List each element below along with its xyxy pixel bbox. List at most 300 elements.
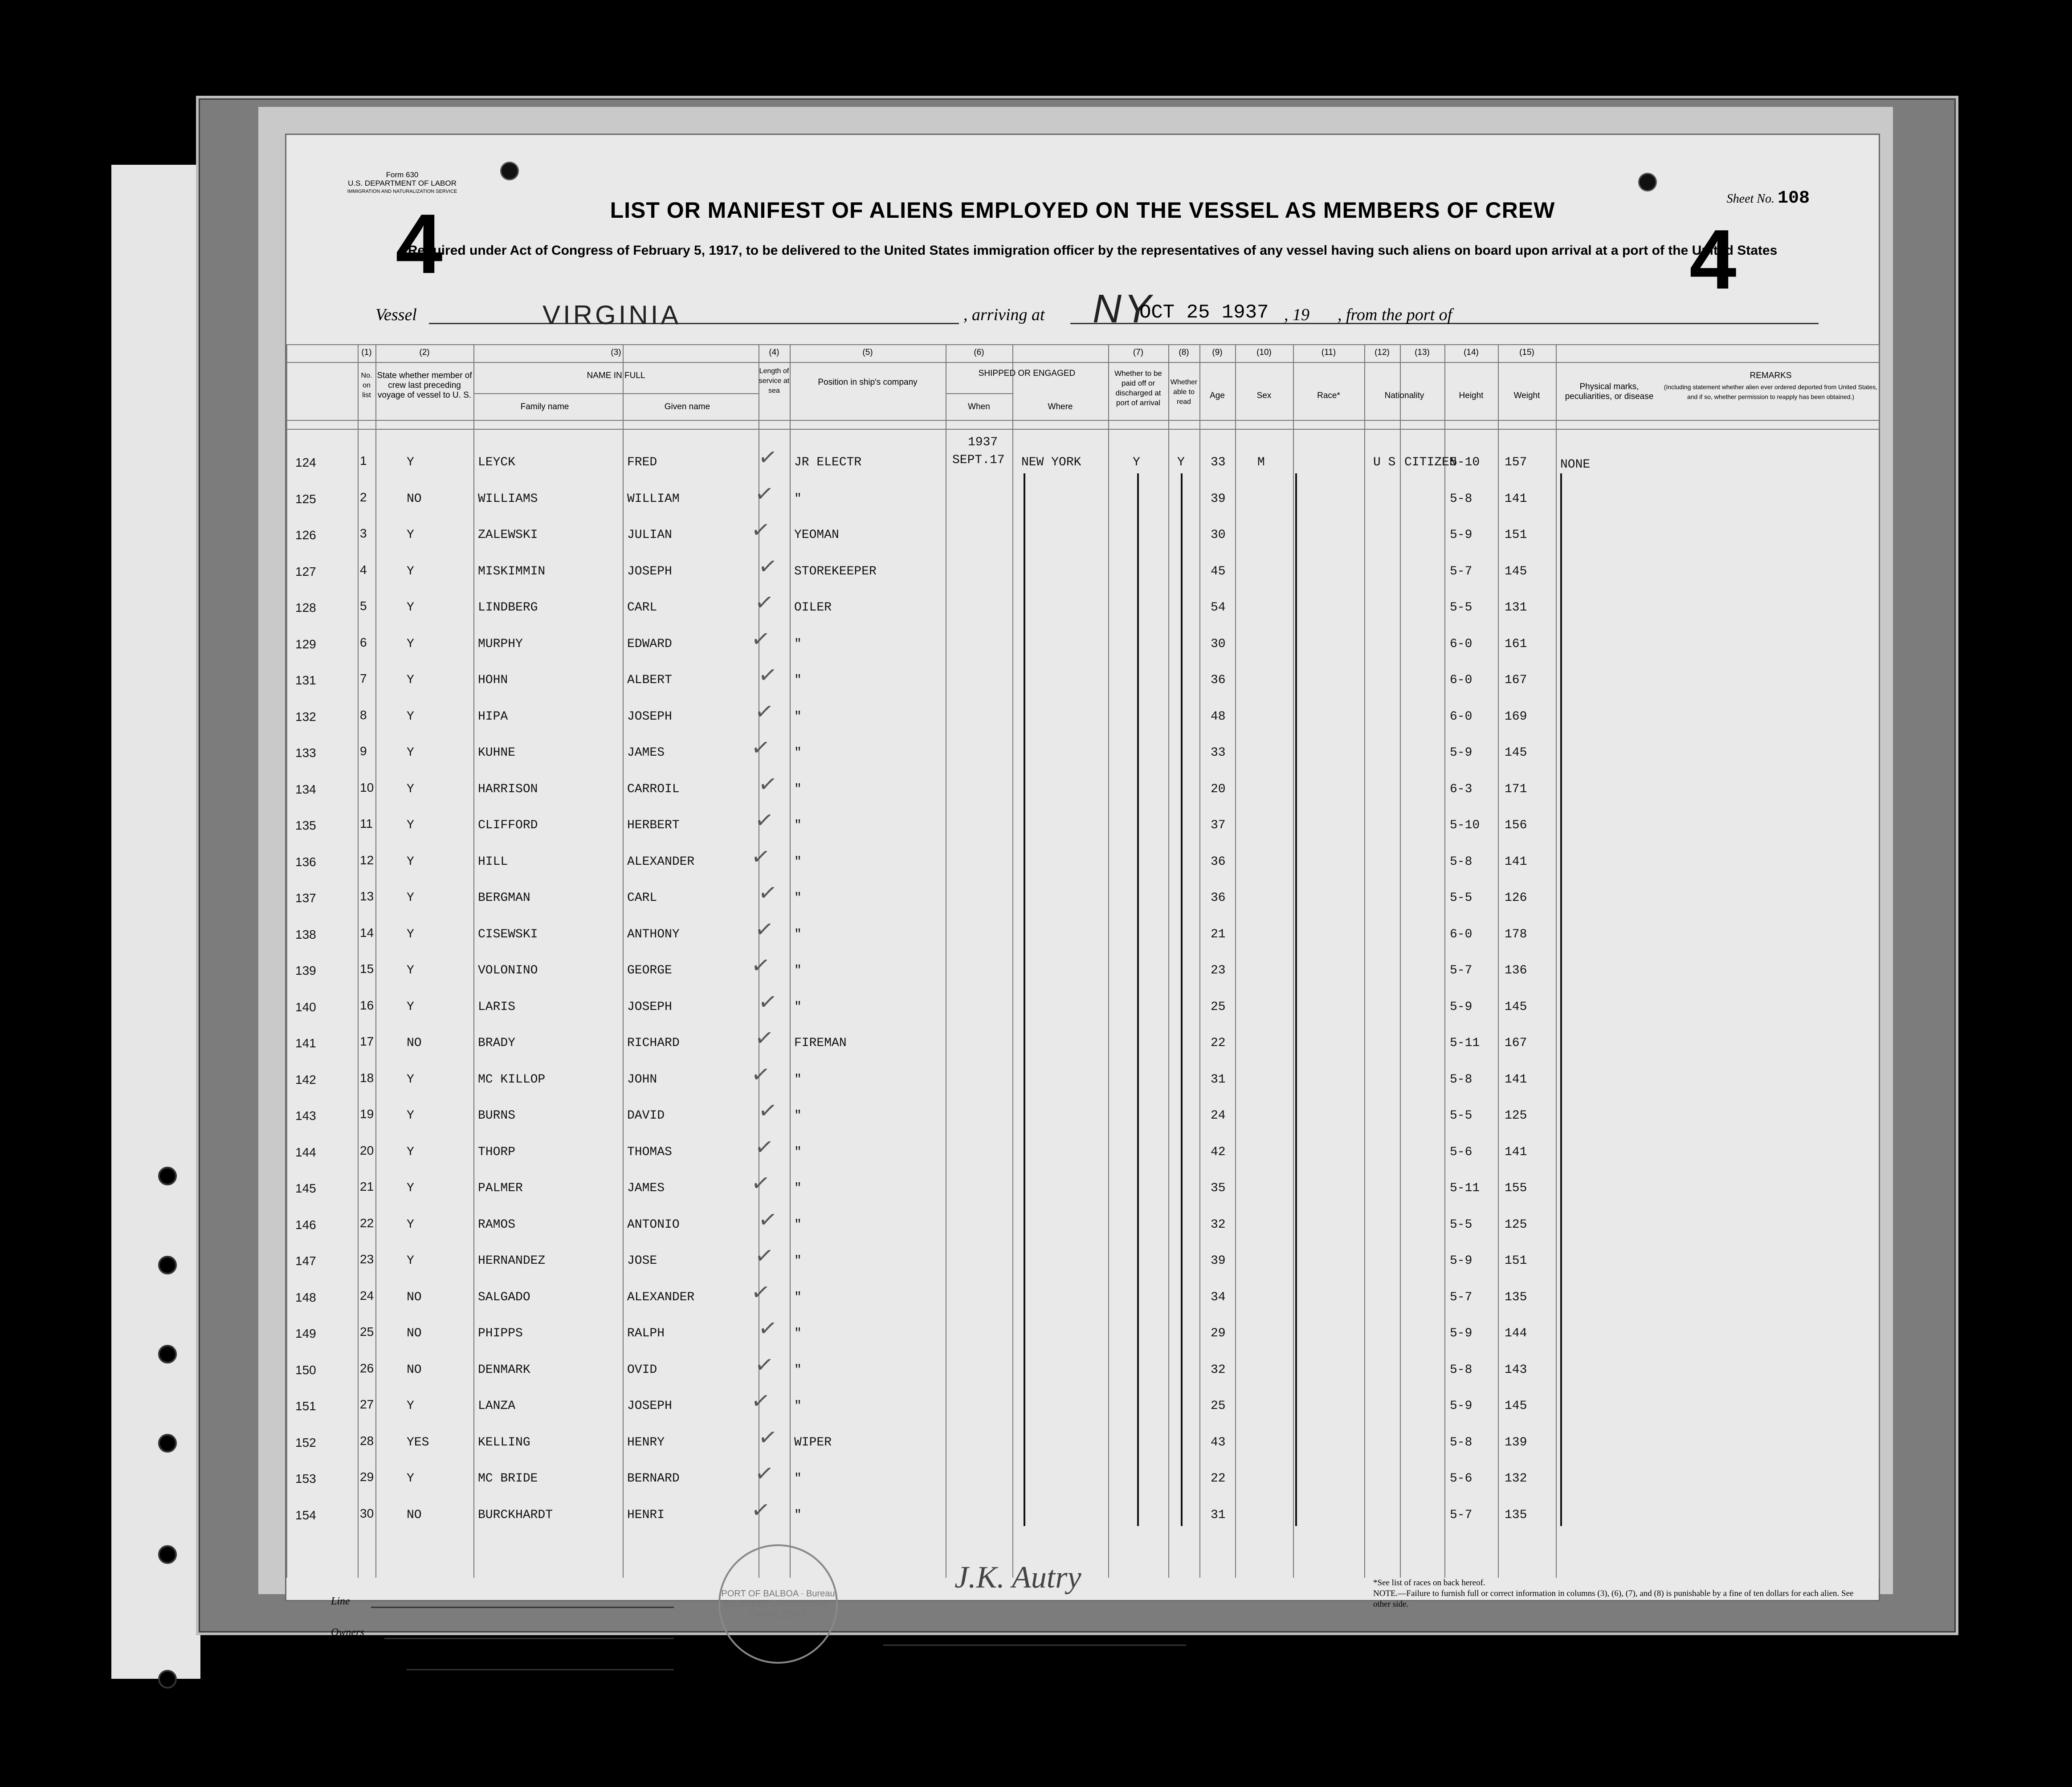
weight: 151 <box>1505 528 1527 542</box>
age: 30 <box>1211 637 1226 651</box>
height: 5-7 <box>1450 964 1472 977</box>
family-name: MC KILLOP <box>478 1072 546 1087</box>
list-number: 15 <box>360 962 374 976</box>
sheet-no-value: 108 <box>1777 188 1810 208</box>
given-name: JOSEPH <box>627 1399 672 1413</box>
family-name: LINDBERG <box>478 601 538 615</box>
age: 36 <box>1211 855 1226 869</box>
weight: 132 <box>1505 1472 1527 1486</box>
ledger-number: 135 <box>295 818 316 832</box>
sheet-number-left: 4 <box>396 197 443 291</box>
position: " <box>794 673 802 687</box>
crew-state: Y <box>407 637 414 651</box>
crew-state: Y <box>407 891 414 905</box>
age: 42 <box>1211 1145 1226 1159</box>
table-row <box>286 1209 1879 1246</box>
from-port-label: , from the port of <box>1338 305 1452 324</box>
given-name: ALEXANDER <box>627 1290 695 1304</box>
header-family-name: Family name <box>520 402 569 411</box>
crew-state: Y <box>407 1109 414 1123</box>
age: 21 <box>1211 927 1226 941</box>
weight: 141 <box>1505 492 1527 506</box>
height: 5-8 <box>1450 855 1472 869</box>
family-name: PHIPPS <box>478 1327 523 1340</box>
header-no-on-list: No. on list <box>361 372 372 399</box>
given-name: HERBERT <box>627 818 680 832</box>
header-when: When <box>968 402 990 411</box>
header-race: Race* <box>1317 391 1340 400</box>
service-check: ✓ <box>750 516 772 544</box>
ditto-line <box>1137 473 1139 1526</box>
given-name: CARL <box>627 601 657 615</box>
crew-state: Y <box>407 709 414 724</box>
service: IMMIGRATION AND NATURALIZATION SERVICE <box>347 189 457 194</box>
position: " <box>794 1508 802 1522</box>
ditto-line <box>1181 473 1183 1526</box>
c7-number: (7) <box>1133 348 1144 357</box>
height: 5-9 <box>1450 1399 1472 1413</box>
position: STOREKEEPER <box>794 564 877 578</box>
age: 25 <box>1211 1399 1226 1413</box>
crew-state: NO <box>407 492 422 506</box>
service-check: ✓ <box>750 842 772 871</box>
position: YEOMAN <box>794 528 839 542</box>
table-row <box>286 737 1879 773</box>
list-number: 25 <box>360 1325 374 1339</box>
age: 39 <box>1211 1254 1226 1268</box>
weight: 139 <box>1505 1435 1527 1449</box>
weight: 135 <box>1505 1290 1527 1304</box>
list-number: 3 <box>360 526 367 540</box>
list-number: 10 <box>360 780 374 794</box>
list-number: 20 <box>360 1143 374 1157</box>
table-row <box>286 628 1879 665</box>
line-label: Line <box>331 1596 350 1607</box>
service-check: ✓ <box>750 624 772 653</box>
service-check: ✓ <box>750 1495 772 1524</box>
age: 22 <box>1211 1036 1226 1050</box>
age: 33 <box>1211 456 1226 469</box>
list-number: 8 <box>360 708 367 722</box>
height: 5-9 <box>1450 528 1472 542</box>
weight: 141 <box>1505 1072 1527 1087</box>
weight: 161 <box>1505 637 1527 651</box>
weight: 136 <box>1505 964 1527 977</box>
ledger-number: 131 <box>295 673 316 687</box>
family-name: CLIFFORD <box>478 818 538 832</box>
family-name: DENMARK <box>478 1363 530 1377</box>
weight: 126 <box>1505 891 1527 905</box>
given-name: JULIAN <box>627 528 672 542</box>
table-row <box>286 846 1879 883</box>
c3-number: (3) <box>611 348 621 357</box>
arriving-port: NY <box>1093 287 1154 331</box>
list-number: 23 <box>360 1252 374 1266</box>
age: 43 <box>1211 1435 1226 1449</box>
given-name: JAMES <box>627 746 665 760</box>
c9-number: (9) <box>1212 348 1223 357</box>
footnote-fine: NOTE.—Failure to furnish full or correct information in columns (3), (6), (7), and (8) is punishable by a fine of ten dollars for each alien. See other side. <box>1373 1589 1854 1609</box>
height: 5-10 <box>1450 818 1480 832</box>
height: 5-8 <box>1450 1363 1472 1377</box>
given-name: WILLIAM <box>627 492 680 506</box>
given-name: EDWARD <box>627 637 672 651</box>
ledger-number: 129 <box>295 637 316 651</box>
height: 5-7 <box>1450 1290 1472 1304</box>
weight: 171 <box>1505 782 1527 796</box>
punch-hole <box>158 1167 177 1185</box>
service-check: ✓ <box>757 769 779 798</box>
c12-number: (12) <box>1375 348 1390 357</box>
height: 5-8 <box>1450 1072 1472 1087</box>
list-number: 28 <box>360 1433 374 1448</box>
physical-marks: NONE <box>1560 458 1591 472</box>
weight: 125 <box>1505 1109 1527 1123</box>
weight: 151 <box>1505 1254 1527 1268</box>
sheet-no-label: Sheet No. <box>1726 192 1774 206</box>
sheet-number-right: 4 <box>1689 212 1737 307</box>
list-number: 22 <box>360 1216 374 1230</box>
ledger-number: 148 <box>295 1290 316 1304</box>
given-name: HENRI <box>627 1508 665 1522</box>
service-check: ✓ <box>757 552 779 581</box>
service-check: ✓ <box>753 1132 775 1161</box>
header-sex: Sex <box>1256 391 1272 400</box>
header-weight: Weight <box>1513 391 1540 400</box>
weight: 143 <box>1505 1363 1527 1377</box>
port-stamp <box>718 1544 838 1664</box>
crew-state: Y <box>407 673 414 687</box>
crew-state: Y <box>407 528 414 542</box>
punch-hole <box>158 1434 177 1453</box>
ledger-number: 140 <box>295 1000 316 1014</box>
weight: 178 <box>1505 927 1527 941</box>
list-number: 14 <box>360 925 374 940</box>
weight: 141 <box>1505 855 1527 869</box>
paid-off: Y <box>1133 456 1140 469</box>
arriving-label: , arriving at <box>963 305 1045 324</box>
position: JR ELECTR <box>794 456 862 469</box>
weight: 145 <box>1505 1000 1527 1014</box>
family-name: ZALEWSKI <box>478 528 538 542</box>
service-check: ✓ <box>753 479 775 508</box>
table-row <box>286 1136 1879 1173</box>
list-number: 13 <box>360 889 374 903</box>
header-given-name: Given name <box>664 402 710 411</box>
table-row <box>286 1390 1879 1427</box>
ledger-number: 150 <box>295 1363 316 1377</box>
ledger-number: 147 <box>295 1254 316 1268</box>
position: " <box>794 782 802 796</box>
family-name: CISEWSKI <box>478 927 538 941</box>
service-check: ✓ <box>757 1205 779 1234</box>
crew-state: NO <box>407 1508 422 1522</box>
punch-hole <box>158 1345 177 1364</box>
age: 25 <box>1211 1000 1226 1014</box>
agents-label: Local Agents <box>331 1658 387 1669</box>
list-number: 19 <box>360 1107 374 1121</box>
c11-number: (11) <box>1321 348 1336 357</box>
family-name: HILL <box>478 855 508 869</box>
list-number: 6 <box>360 635 367 649</box>
crew-state: Y <box>407 964 414 977</box>
crew-state: Y <box>407 601 414 615</box>
family-name: RAMOS <box>478 1217 516 1232</box>
list-number: 1 <box>360 454 367 468</box>
header-age: Age <box>1210 391 1225 400</box>
table-row <box>286 991 1879 1028</box>
service-check: ✓ <box>753 1242 775 1270</box>
height: 5-8 <box>1450 492 1472 506</box>
inspector-signature: J.K. Autry <box>954 1560 1081 1595</box>
owners-label: Owners <box>331 1627 364 1638</box>
family-name: VOLONINO <box>478 964 538 977</box>
service-check: ✓ <box>750 951 772 980</box>
given-name: RALPH <box>627 1327 665 1340</box>
inspector-label: Immigrant Inspector. <box>1066 1648 1133 1657</box>
position: " <box>794 1254 802 1268</box>
family-name: LEYCK <box>478 456 516 469</box>
family-name: PALMER <box>478 1181 523 1195</box>
family-name: LANZA <box>478 1399 516 1413</box>
service-check: ✓ <box>750 1387 772 1415</box>
service-check: ✓ <box>753 1459 775 1488</box>
list-number: 27 <box>360 1397 374 1411</box>
height: 5-8 <box>1450 1435 1472 1449</box>
age: 54 <box>1211 601 1226 615</box>
crew-state: Y <box>407 855 414 869</box>
nationality: CITIZEN <box>1404 456 1457 469</box>
race: U S <box>1373 456 1396 469</box>
height: 5-6 <box>1450 1145 1472 1159</box>
height: 5-6 <box>1450 1472 1472 1486</box>
age: 35 <box>1211 1181 1226 1195</box>
age: 23 <box>1211 964 1226 977</box>
c5-number: (5) <box>862 348 873 357</box>
ledger-number: 151 <box>295 1399 316 1413</box>
position: " <box>794 1217 802 1232</box>
service-check: ✓ <box>757 987 779 1016</box>
position: " <box>794 964 802 977</box>
family-name: HARRISON <box>478 782 538 796</box>
service-check: ✓ <box>753 588 775 617</box>
service-check: ✓ <box>757 1096 779 1125</box>
list-number: 7 <box>360 672 367 685</box>
height: 5-9 <box>1450 1000 1472 1014</box>
family-name: LARIS <box>478 1000 516 1014</box>
c2-number: (2) <box>419 348 430 357</box>
punch-hole <box>1638 173 1657 191</box>
position: OILER <box>794 601 832 615</box>
weight: 155 <box>1505 1181 1527 1195</box>
age: 30 <box>1211 528 1226 542</box>
ledger-number: 145 <box>295 1181 316 1195</box>
form-id <box>322 171 482 196</box>
ledger-number: 124 <box>295 456 316 469</box>
ledger-number: 132 <box>295 709 316 724</box>
age: 24 <box>1211 1109 1226 1123</box>
list-number: 11 <box>360 817 373 830</box>
position: " <box>794 1472 802 1486</box>
height: 6-0 <box>1450 673 1472 687</box>
crew-state: Y <box>407 564 414 578</box>
department: U.S. DEPARTMENT OF LABOR <box>348 179 457 187</box>
page-title: LIST OR MANIFEST OF ALIENS EMPLOYED ON THE VESSEL AS MEMBERS OF CREW <box>610 198 1555 223</box>
list-number: 18 <box>360 1071 374 1085</box>
position: " <box>794 1181 802 1195</box>
c14-number: (14) <box>1464 348 1479 357</box>
punch-hole <box>158 1670 177 1689</box>
given-name: HENRY <box>627 1435 665 1449</box>
given-name: JOSEPH <box>627 1000 672 1014</box>
weight: 156 <box>1505 818 1527 832</box>
c10-number: (10) <box>1256 348 1272 357</box>
table-row <box>286 664 1879 701</box>
list-number: 24 <box>360 1288 374 1303</box>
given-name: DAVID <box>627 1109 665 1123</box>
given-name: BERNARD <box>627 1472 680 1486</box>
position: " <box>794 709 802 724</box>
ledger-number: 127 <box>295 564 316 578</box>
height: 5-11 <box>1450 1181 1480 1195</box>
crew-state: Y <box>407 1399 414 1413</box>
height: 6-0 <box>1450 927 1472 941</box>
header-shipped-engaged: SHIPPED OR ENGAGED <box>978 369 1076 378</box>
crew-state: NO <box>407 1290 422 1304</box>
age: 36 <box>1211 673 1226 687</box>
agents-code: 16-1240 <box>358 1671 379 1678</box>
height: 5-9 <box>1450 1327 1472 1340</box>
page-subtitle: Required under Act of Congress of February 5, 1917, to be delivered to the United States immigration officer by the representatives of any vessel having such aliens on board upon arrival at a port of the United States <box>408 243 1778 258</box>
position: " <box>794 891 802 905</box>
header-nationality: Nationality <box>1384 391 1424 400</box>
position: " <box>794 1109 802 1123</box>
table-row <box>286 1172 1879 1209</box>
ledger-number: 139 <box>295 964 316 977</box>
service-check: ✓ <box>757 1314 779 1343</box>
age: 32 <box>1211 1363 1226 1377</box>
header-name-in-full: NAME IN FULL <box>587 371 645 380</box>
crew-state: Y <box>407 1000 414 1014</box>
age: 20 <box>1211 782 1226 796</box>
given-name: FRED <box>627 456 657 469</box>
service-check: ✓ <box>753 806 775 834</box>
ledger-number: 144 <box>295 1145 316 1159</box>
list-number: 12 <box>360 853 374 867</box>
height: 5-9 <box>1450 746 1472 760</box>
crew-state: Y <box>407 746 414 760</box>
header-height: Height <box>1459 391 1484 400</box>
crew-state: Y <box>407 456 414 469</box>
list-number: 5 <box>360 599 367 613</box>
ledger-number: 128 <box>295 601 316 615</box>
service-check: ✓ <box>753 1024 775 1052</box>
height: 6-0 <box>1450 637 1472 651</box>
position: " <box>794 1000 802 1014</box>
given-name: JAMES <box>627 1181 665 1195</box>
able-to-read: Y <box>1177 456 1185 469</box>
age: 29 <box>1211 1327 1226 1340</box>
family-name: MC BRIDE <box>478 1472 538 1486</box>
ditto-line <box>1295 473 1297 1526</box>
list-number: 30 <box>360 1506 374 1520</box>
form-number: Form 630 <box>386 171 419 179</box>
age: 31 <box>1211 1508 1226 1522</box>
given-name: CARROIL <box>627 782 680 796</box>
list-number: 17 <box>360 1034 374 1048</box>
weight: 141 <box>1505 1145 1527 1159</box>
age: 37 <box>1211 818 1226 832</box>
ditto-line <box>1560 473 1562 1526</box>
service-check: ✓ <box>757 661 779 689</box>
ditto-line <box>1024 473 1025 1526</box>
list-number: 2 <box>360 490 367 504</box>
c15-number: (15) <box>1519 348 1534 357</box>
family-name: MURPHY <box>478 637 523 651</box>
header-paid-off: Whether to be paid off or discharged at port of arrival <box>1114 369 1162 407</box>
position: " <box>794 1363 802 1377</box>
given-name: ANTHONY <box>627 927 680 941</box>
position: " <box>794 818 802 832</box>
c13-number: (13) <box>1415 348 1430 357</box>
position: " <box>794 1327 802 1340</box>
weight: 167 <box>1505 1036 1527 1050</box>
given-name: JOSEPH <box>627 564 672 578</box>
given-name: JOHN <box>627 1072 657 1087</box>
ledger-number: 143 <box>295 1109 316 1123</box>
vessel-name: VIRGINIA <box>542 300 681 330</box>
header-remarks-note: (Including statement whether alien ever ordered deported from United States, and if so, whether permission to reapply has been obtained.) <box>1664 383 1878 400</box>
table-row <box>286 1318 1879 1354</box>
table-row <box>286 701 1879 737</box>
ledger-number: 134 <box>295 782 316 796</box>
height: 5-5 <box>1450 1109 1472 1123</box>
backing-strip <box>111 165 200 1679</box>
weight: 131 <box>1505 601 1527 615</box>
height: 5-5 <box>1450 1217 1472 1232</box>
year-label: , 19 <box>1284 305 1309 324</box>
position: " <box>794 1072 802 1087</box>
list-number: 16 <box>360 998 374 1012</box>
crew-state: Y <box>407 1072 414 1087</box>
family-name: MISKIMMIN <box>478 564 546 578</box>
c6-number: (6) <box>974 348 984 357</box>
age: 33 <box>1211 746 1226 760</box>
footer <box>286 1560 1879 1711</box>
manifest-sheet <box>285 134 1880 1678</box>
sex: M <box>1257 456 1265 469</box>
punch-hole <box>158 1545 177 1564</box>
ledger-number: 146 <box>295 1217 316 1232</box>
service-check: ✓ <box>750 1169 772 1197</box>
service-check: ✓ <box>757 1423 779 1452</box>
height: 5-10 <box>1450 456 1480 469</box>
ledger-number: 126 <box>295 528 316 542</box>
age: 34 <box>1211 1290 1226 1304</box>
age: 32 <box>1211 1217 1226 1232</box>
position: FIREMAN <box>794 1036 847 1050</box>
list-number: 9 <box>360 744 367 758</box>
weight: 167 <box>1505 673 1527 687</box>
shipped-year: 1937 <box>968 436 998 449</box>
service-check: ✓ <box>757 879 779 907</box>
height: 5-5 <box>1450 891 1472 905</box>
family-name: BURNS <box>478 1109 516 1123</box>
weight: 135 <box>1505 1508 1527 1522</box>
crew-state: Y <box>407 1181 414 1195</box>
position: " <box>794 637 802 651</box>
weight: 145 <box>1505 564 1527 578</box>
